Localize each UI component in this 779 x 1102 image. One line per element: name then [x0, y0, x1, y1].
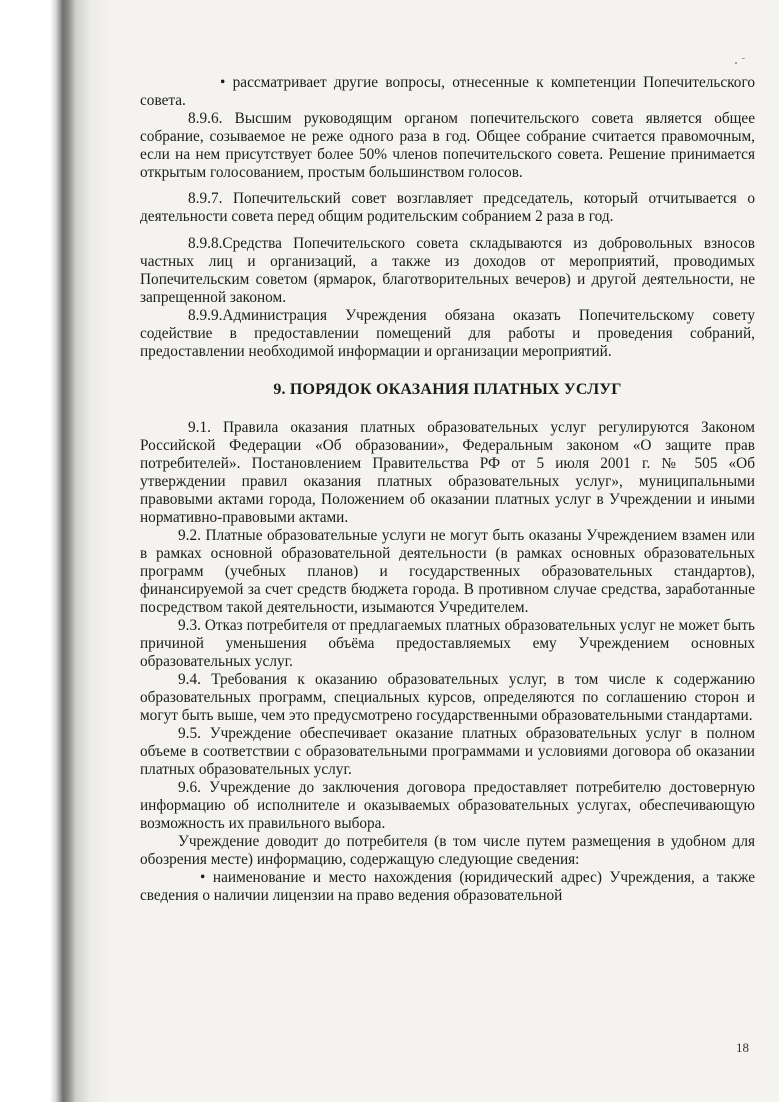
- paragraph-9-6: 9.6. Учреждение до заключения договора предоставляет потребителю достоверную информацию об исполнителе и оказываемых образовательных услугах, обеспечивающую возможность их правильного выбора.: [140, 779, 755, 832]
- section-heading: 9. ПОРЯДОК ОКАЗАНИЯ ПЛАТНЫХ УСЛУГ: [273, 381, 622, 398]
- paragraph-8-9-7: 8.9.7. Попечительский совет возглавляет председатель, который отчитывается о деятельности совета перед общим родительским собранием 2 раза в год.: [140, 190, 755, 225]
- paragraph-bullet-name-address: • наименование и место нахождения (юридический адрес) Учреждения, а также сведения о наличии лицензии на право ведения образовательной: [140, 869, 755, 904]
- scan-speck: [742, 58, 745, 59]
- paragraph-8-9-9: 8.9.9.Администрация Учреждения обязана оказать Попечительскому совету содействие в предоставлении помещений для работы и проведения собраний, предоставлении необходимой информации и организации мероприятий.: [140, 307, 755, 360]
- paragraph-8-9-6: 8.9.6. Высшим руководящим органом попечительского совета является общее собрание, созываемое не реже одного раза в год. Общее собрание считается правомочным, если на нем присутствует более 50% членов попечительского совета. Решение принимается открытым голосованием, простым большинством голосов.: [140, 110, 755, 181]
- scan-speck: [735, 62, 737, 64]
- paragraph-info-intro: Учреждение доводит до потребителя (в том числе путем размещения в удобном для обозрения месте) информацию, содержащую следующие сведения:: [140, 833, 755, 868]
- paragraph-bullet-competence: • рассматривает другие вопросы, отнесенные к компетенции Попечительского совета.: [140, 74, 755, 109]
- document-page: [140, 74, 755, 905]
- paragraph-8-9-8: 8.9.8.Средства Попечительского совета складываются из добровольных взносов частных лиц и организаций, а также из доходов от мероприятий, проводимых Попечительским советом (ярмарок, благотворительных вечеров) и другой деятельности, не запрещенной законом.: [140, 235, 755, 306]
- paragraph-9-5: 9.5. Учреждение обеспечивает оказание платных образовательных услуг в полном объеме в соответствии с образовательными программами и условиями договора об оказании платных образовательных услуг.: [140, 725, 755, 778]
- paragraph-9-1: 9.1. Правила оказания платных образовательных услуг регулируются Законом Российской Федерации «Об образовании», Федеральным законом «О защите прав потребителей». Постановлением Правительства РФ от 5 июля 2001 г. № 505 «Об утверждении правил оказания платных образовательных услуг», муниципальными правовыми актами города, Положением об оказании платных услуг в Учреждении и иными нормативно-правовыми актами.: [140, 419, 755, 526]
- paragraph-9-4: 9.4. Требования к оказанию образовательных услуг, в том числе к содержанию образовательных программ, специальных курсов, определяются по соглашению сторон и могут быть выше, чем это предусмотрено государственными образовательными стандартами.: [140, 671, 755, 724]
- paragraph-9-3: 9.3. Отказ потребителя от предлагаемых платных образовательных услуг не может быть причиной уменьшения объёма предоставляемых ему Учреждением основных образовательных услуг.: [140, 617, 755, 670]
- page-number: 18: [736, 1040, 749, 1055]
- scan-binding-shadow: [0, 0, 110, 1102]
- paragraph-9-2: 9.2. Платные образовательные услуги не могут быть оказаны Учреждением взамен или в рамках основной образовательной деятельности (в рамках основных образовательных программ (учебных планов) и государственных образовательных стандартов), финансируемой за счет средств бюджета города. В противном случае средства, заработанные посредством такой деятельности, изымаются Учредителем.: [140, 527, 755, 616]
